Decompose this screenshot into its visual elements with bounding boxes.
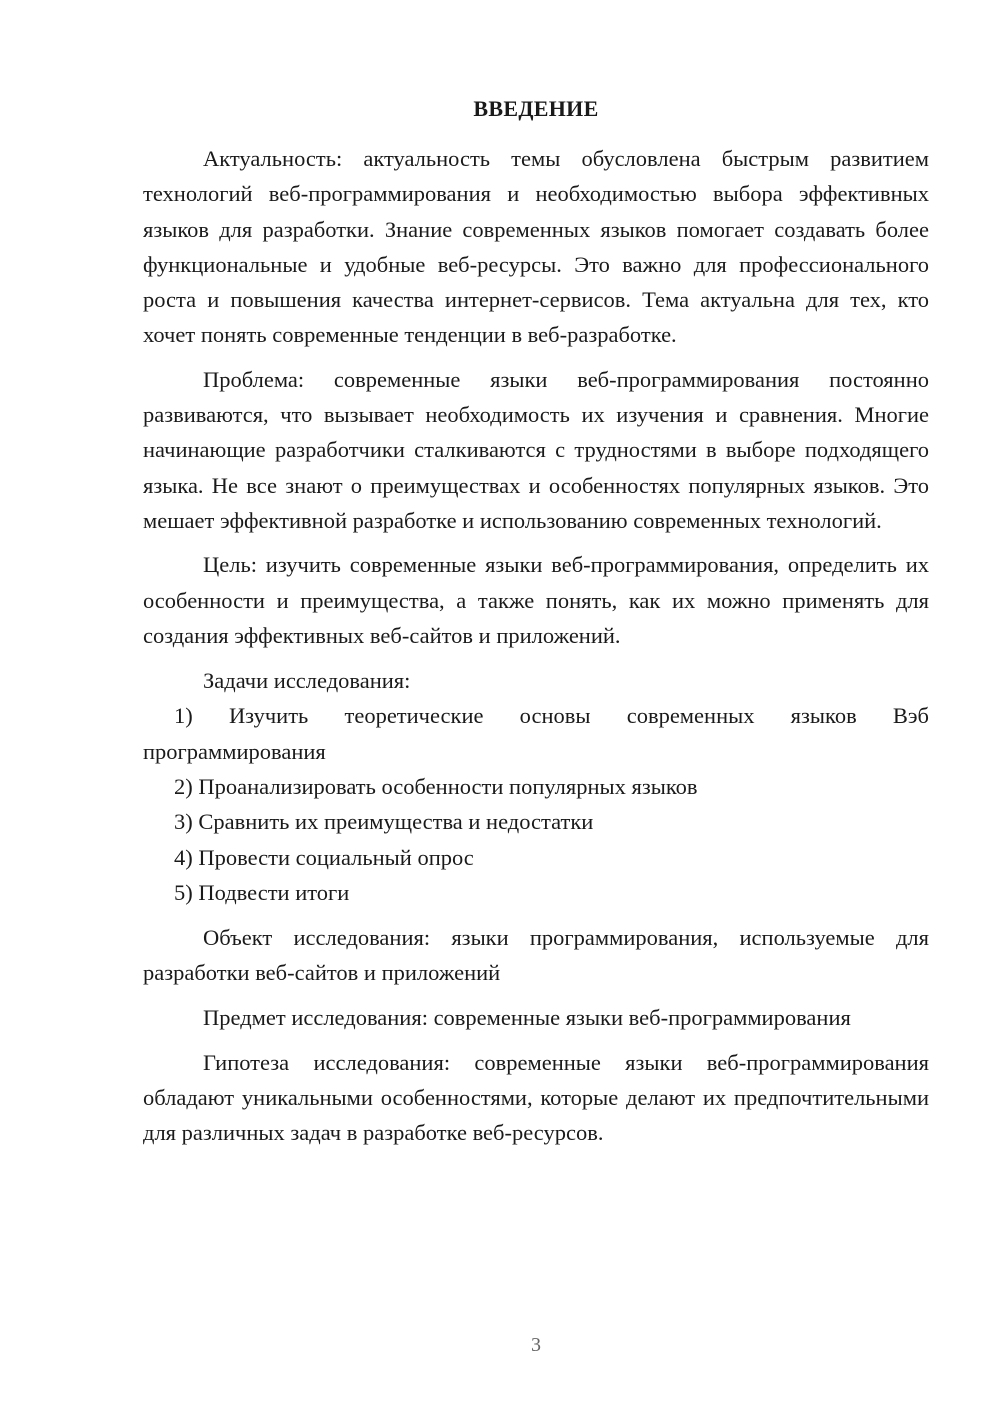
page-number: 3	[531, 1334, 541, 1356]
list-item: 3) Сравнить их преимущества и недостатки	[174, 809, 594, 835]
problem-paragraph: Проблема: современные языки веб-программирования постоянно развиваются, что вызывает необходимость их изучения и сравнения. Многие начинающие разработчики сталкиваются с трудностями в выборе подходящего языка. Не все знают о преимуществах и особенностях популярных языков. Это мешает эффективной разработке и использованию современных технологий.	[143, 366, 929, 533]
subject-paragraph: Предмет исследования: современные языки веб-программирования	[203, 1004, 851, 1030]
page-title: ВВЕДЕНИЕ	[473, 96, 599, 121]
object-paragraph: Объект исследования: языки программирования, используемые для разработки веб-сайтов и приложений	[143, 924, 929, 986]
hypothesis-paragraph: Гипотеза исследования: современные языки веб-программирования обладают уникальными особенностями, которые делают их предпочтительными для различных задач в разработке веб-ресурсов.	[143, 1049, 929, 1146]
document-body	[143, 141, 929, 1151]
list-item: 5) Подвести итоги	[174, 879, 350, 905]
tasks-heading: Задачи исследования:	[203, 668, 411, 694]
tasks-list	[143, 698, 929, 910]
list-item: 1) Изучить теоретические основы современных языков Вэб программирования	[143, 703, 929, 764]
list-item: 2) Проанализировать особенности популярных языков	[174, 774, 698, 800]
list-item: 4) Провести социальный опрос	[174, 844, 474, 870]
goal-paragraph: Цель: изучить современные языки веб-программирования, определить их особенности и преимущества, а также понять, как их можно применять для создания эффективных веб-сайтов и приложений.	[143, 552, 929, 648]
relevance-paragraph: Актуальность: актуальность темы обусловлена быстрым развитием технологий веб-программирования и необходимостью выбора эффективных языков для разработки. Знание современных языков помогает создавать более функциональные и удобные веб-ресурсы. Это важно для профессионального роста и повышения качества интернет-сервисов. Тема актуальна для тех, кто хочет понять современные тенденции в веб-разработке.	[143, 146, 929, 348]
